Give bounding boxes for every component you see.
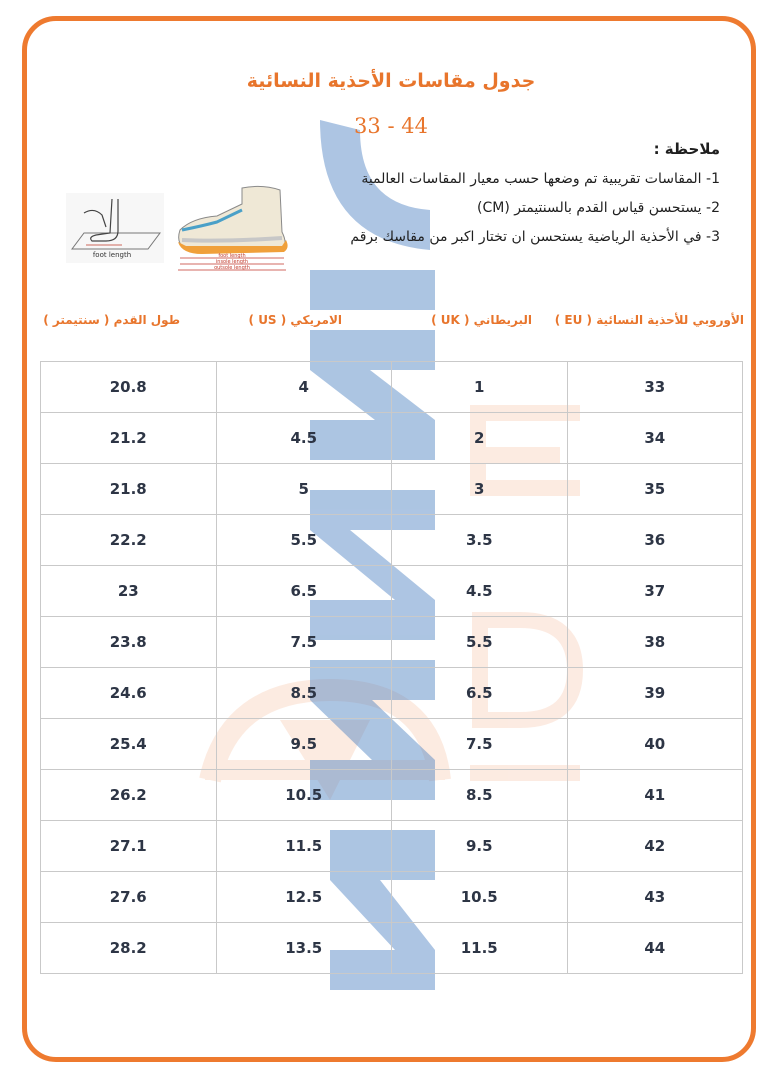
cell-eu: 43 <box>567 872 743 923</box>
cell-us: 4.5 <box>216 413 392 464</box>
foot-length-label: foot length <box>218 253 246 259</box>
cell-cm: 28.2 <box>41 923 217 974</box>
insole-length-label: insole length <box>215 259 249 265</box>
cell-cm: 24.6 <box>41 668 217 719</box>
cell-cm: 27.1 <box>41 821 217 872</box>
cell-uk: 9.5 <box>392 821 568 872</box>
cell-eu: 44 <box>567 923 743 974</box>
table-row <box>41 515 743 566</box>
table-row <box>41 872 743 923</box>
cell-us: 5 <box>216 464 392 515</box>
table-row <box>41 821 743 872</box>
cell-cm: 23 <box>41 566 217 617</box>
cell-us: 9.5 <box>216 719 392 770</box>
cell-us: 10.5 <box>216 770 392 821</box>
table-row <box>41 362 743 413</box>
cell-eu: 38 <box>567 617 743 668</box>
cell-eu: 33 <box>567 362 743 413</box>
outsole-length-label: outsole length <box>214 265 250 271</box>
page-title: جدول مقاسات الأحذية النسائية <box>246 70 536 92</box>
cell-eu: 35 <box>567 464 743 515</box>
cell-uk: 2 <box>392 413 568 464</box>
table-row <box>41 566 743 617</box>
column-header-cm: طول القدم ( سنتيمتر ) <box>43 313 180 327</box>
note-item-1: 1- المقاسات تقريبية تم وضعها حسب معيار المقاسات العالمية <box>361 171 720 187</box>
cell-uk: 1 <box>392 362 568 413</box>
note-item-3: 3- في الأحذية الرياضية يستحسن ان تختار اكبر من مقاسك برقم <box>350 229 720 245</box>
cell-uk: 4.5 <box>392 566 568 617</box>
cell-eu: 42 <box>567 821 743 872</box>
cell-cm: 22.2 <box>41 515 217 566</box>
cell-eu: 36 <box>567 515 743 566</box>
column-header-eu: الأوروبي للأحذية النسائية ( EU ) <box>554 313 744 327</box>
cell-us: 4 <box>216 362 392 413</box>
cell-cm: 21.2 <box>41 413 217 464</box>
table-row <box>41 770 743 821</box>
cell-us: 5.5 <box>216 515 392 566</box>
table-row <box>41 413 743 464</box>
cell-eu: 40 <box>567 719 743 770</box>
cell-cm: 26.2 <box>41 770 217 821</box>
cell-uk: 6.5 <box>392 668 568 719</box>
sketch-foot-length-label: foot length <box>92 251 132 259</box>
column-header-uk: البريطاني ( UK ) <box>431 313 532 327</box>
size-table <box>40 361 743 974</box>
cell-us: 6.5 <box>216 566 392 617</box>
cell-us: 8.5 <box>216 668 392 719</box>
cell-uk: 10.5 <box>392 872 568 923</box>
notes-section <box>300 140 720 258</box>
cell-us: 13.5 <box>216 923 392 974</box>
cell-uk: 3.5 <box>392 515 568 566</box>
notes-heading: ملاحظة : <box>653 140 720 158</box>
cell-uk: 3 <box>392 464 568 515</box>
cell-uk: 5.5 <box>392 617 568 668</box>
cell-cm: 25.4 <box>41 719 217 770</box>
cell-cm: 23.8 <box>41 617 217 668</box>
note-item-2: 2- يستحسن قياس القدم بالسنتيمتر (CM) <box>477 200 720 216</box>
table-row <box>41 668 743 719</box>
table-row <box>41 923 743 974</box>
cell-us: 7.5 <box>216 617 392 668</box>
cell-eu: 37 <box>567 566 743 617</box>
cell-us: 11.5 <box>216 821 392 872</box>
cell-uk: 8.5 <box>392 770 568 821</box>
cell-cm: 21.8 <box>41 464 217 515</box>
size-range: 33 - 44 <box>354 114 428 138</box>
cell-eu: 34 <box>567 413 743 464</box>
cell-uk: 7.5 <box>392 719 568 770</box>
table-row <box>41 719 743 770</box>
cell-eu: 41 <box>567 770 743 821</box>
cell-eu: 39 <box>567 668 743 719</box>
foot-measure-sketch-icon <box>66 193 164 263</box>
table-row <box>41 464 743 515</box>
cell-us: 12.5 <box>216 872 392 923</box>
cell-cm: 20.8 <box>41 362 217 413</box>
shoe-measurement-icon <box>172 182 302 274</box>
cell-cm: 27.6 <box>41 872 217 923</box>
cell-uk: 11.5 <box>392 923 568 974</box>
column-header-us: الامريكي ( US ) <box>248 313 342 327</box>
table-row <box>41 617 743 668</box>
